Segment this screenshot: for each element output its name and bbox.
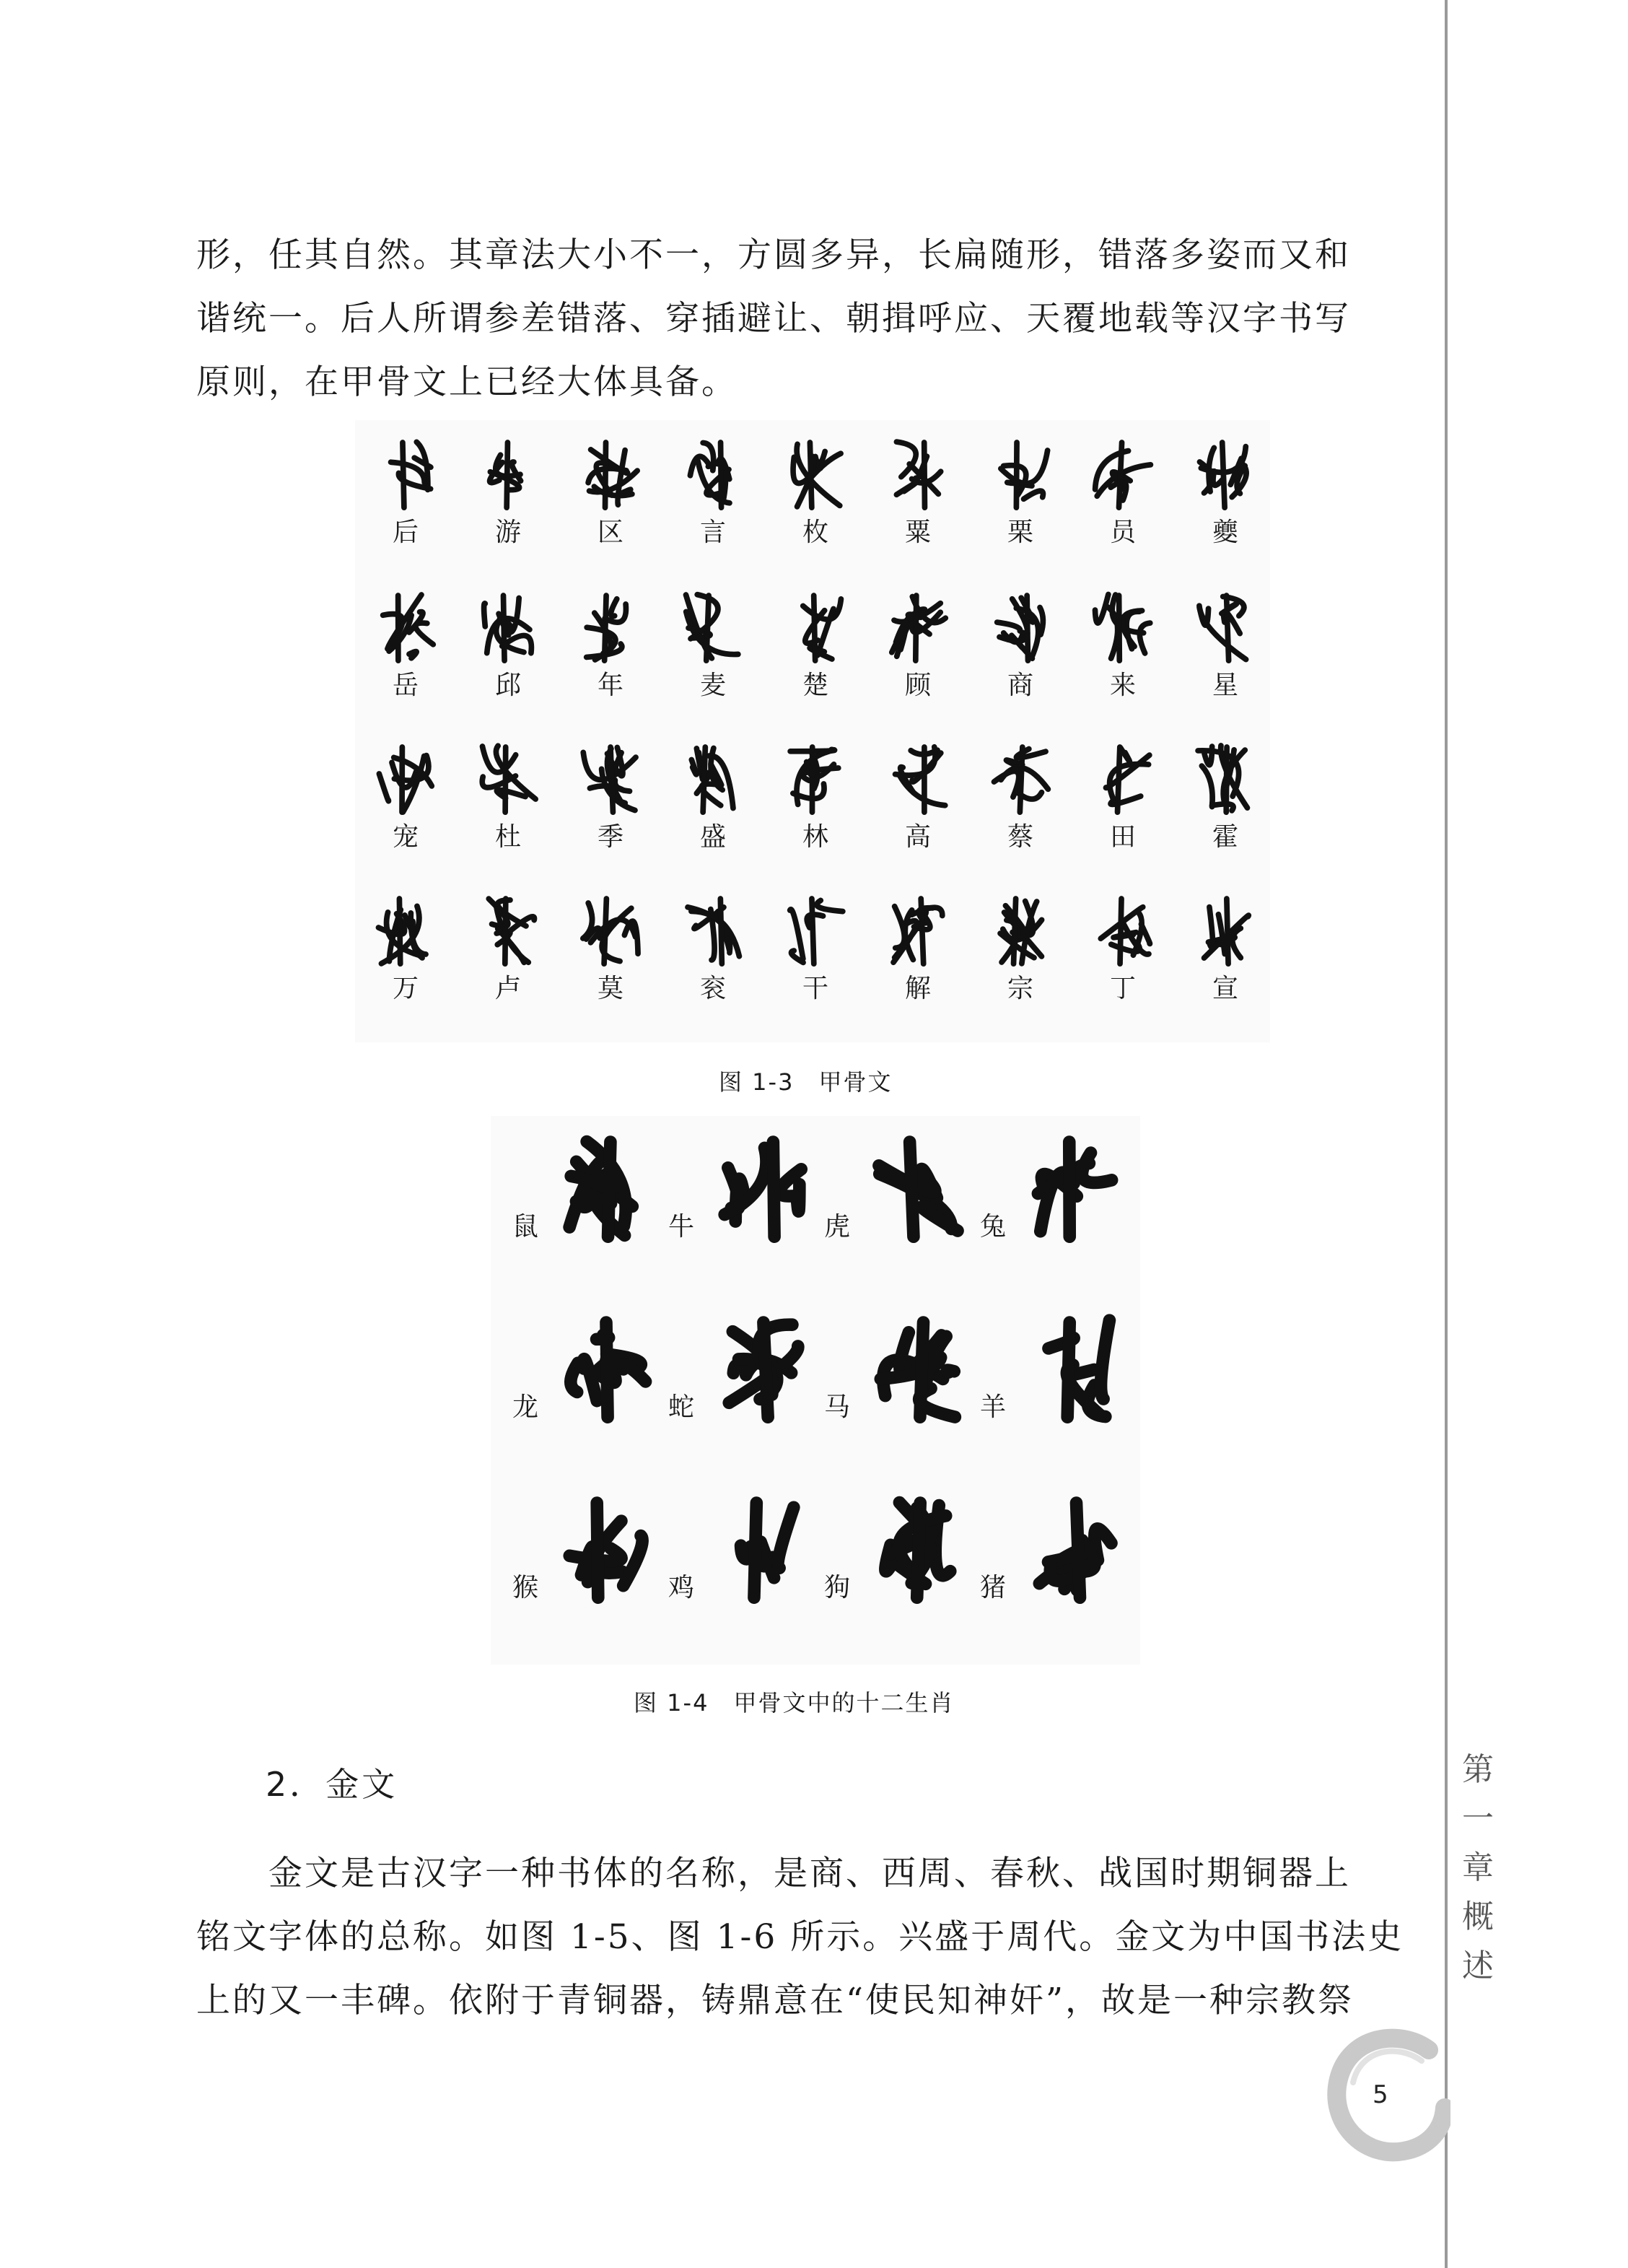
- oracle-glyph-icon: [673, 739, 753, 819]
- zodiac-label: 猪: [980, 1573, 1007, 1602]
- zodiac-glyph: [704, 1491, 820, 1610]
- glyph-label: 枚: [802, 518, 828, 547]
- glyph-label: 霍: [1212, 822, 1238, 852]
- oracle-glyph-cell: [670, 739, 756, 853]
- chapter-char: 第: [1462, 1751, 1494, 1788]
- text-line: 谐统一。后人所谓参差错落、穿插避让、朝揖呼应、天覆地载等汉字书写: [196, 299, 1351, 339]
- glyph-label: 商: [1007, 671, 1033, 700]
- oracle-glyph-icon: [1186, 891, 1265, 970]
- oracle-glyph-icon: [366, 739, 445, 819]
- oracle-glyph-icon: [1186, 588, 1265, 667]
- oracle-glyph-cell: [670, 588, 756, 702]
- oracle-glyph-icon: [571, 891, 650, 970]
- zodiac-label: 鸡: [668, 1573, 695, 1602]
- zodiac-glyph: [548, 1491, 664, 1610]
- zodiac-glyph: [1016, 1491, 1132, 1610]
- zodiac-label: 鼠: [512, 1212, 539, 1242]
- figure-1-4-caption: 图 1-4 甲骨文中的十二生肖: [634, 1689, 955, 1717]
- glyph-label: 言: [699, 518, 726, 547]
- zodiac-glyph: [548, 1130, 664, 1249]
- zodiac-label: 兔: [980, 1212, 1007, 1242]
- oracle-glyph-cell: [875, 891, 961, 1005]
- zodiac-glyph: [1016, 1130, 1132, 1249]
- oracle-glyph-cell: [362, 435, 449, 549]
- zodiac-glyph-icon: [548, 1311, 664, 1426]
- glyph-label: 来: [1109, 671, 1136, 700]
- oracle-glyph-icon: [673, 435, 753, 514]
- oracle-glyph-cell: [772, 588, 859, 702]
- glyph-label: 田: [1109, 822, 1136, 852]
- oracle-glyph-icon: [673, 588, 753, 667]
- body-paragraph-1: [196, 224, 1430, 414]
- figure-1-3-oracle-bone-script: [355, 420, 1270, 1042]
- glyph-label: 粟: [904, 518, 931, 547]
- oracle-glyph-cell: [567, 435, 654, 549]
- section-heading-jinwen: 2．金文: [266, 1765, 398, 1804]
- page-number: 5: [1373, 2080, 1388, 2109]
- oracle-glyph-icon: [878, 435, 958, 514]
- glyph-label: 蔡: [1007, 822, 1033, 852]
- zodiac-label: 狗: [824, 1573, 851, 1602]
- oracle-glyph-icon: [1186, 739, 1265, 819]
- zodiac-glyph-icon: [860, 1130, 976, 1246]
- text-line: 上的又一丰碑。依附于青铜器，铸鼎意在“使民知神奸”，故是一种宗教祭: [196, 1981, 1355, 2020]
- oracle-glyph-cell: [567, 739, 654, 853]
- glyph-label: 年: [597, 671, 623, 700]
- oracle-glyph-cell: [977, 588, 1064, 702]
- oracle-glyph-cell: [465, 435, 551, 549]
- oracle-glyph-icon: [366, 891, 445, 970]
- oracle-glyph-icon: [981, 891, 1060, 970]
- glyph-label: 莫: [597, 974, 623, 1003]
- zodiac-label: 猴: [512, 1573, 539, 1602]
- oracle-glyph-icon: [776, 891, 855, 970]
- oracle-glyph-cell: [875, 739, 961, 853]
- oracle-glyph-cell: [875, 588, 961, 702]
- oracle-glyph-cell: [1182, 891, 1269, 1005]
- oracle-glyph-icon: [571, 739, 650, 819]
- zodiac-glyph-icon: [548, 1491, 664, 1607]
- oracle-glyph-cell: [772, 739, 859, 853]
- oracle-glyph-cell: [567, 588, 654, 702]
- glyph-label: 宗: [1007, 974, 1033, 1003]
- glyph-label: 星: [1212, 671, 1238, 700]
- oracle-glyph-icon: [878, 739, 958, 819]
- oracle-glyph-cell: [977, 739, 1064, 853]
- zodiac-label: 虎: [824, 1212, 851, 1242]
- glyph-label: 后: [392, 518, 419, 547]
- oracle-glyph-icon: [1083, 739, 1163, 819]
- glyph-label: 万: [392, 974, 419, 1003]
- oracle-glyph-cell: [977, 435, 1064, 549]
- oracle-glyph-cell: [772, 435, 859, 549]
- oracle-glyph-icon: [1083, 588, 1163, 667]
- oracle-glyph-icon: [878, 891, 958, 970]
- oracle-glyph-icon: [468, 588, 548, 667]
- zodiac-label: 牛: [668, 1212, 695, 1242]
- zodiac-glyph: [704, 1311, 820, 1429]
- oracle-glyph-icon: [981, 588, 1060, 667]
- glyph-label: 游: [494, 518, 521, 547]
- oracle-glyph-cell: [1080, 588, 1166, 702]
- oracle-glyph-icon: [878, 588, 958, 667]
- zodiac-glyph-icon: [548, 1130, 664, 1246]
- oracle-glyph-icon: [571, 588, 650, 667]
- text-line: 原则，在甲骨文上已经大体具备。: [196, 362, 738, 402]
- zodiac-glyph-icon: [704, 1311, 820, 1426]
- oracle-glyph-icon: [673, 891, 753, 970]
- zodiac-label: 蛇: [668, 1392, 695, 1422]
- glyph-label: 楚: [802, 671, 828, 700]
- zodiac-glyph: [1016, 1311, 1132, 1429]
- oracle-glyph-icon: [571, 435, 650, 514]
- text-line: 铭文字体的总称。如图 1-5、图 1-6 所示。兴盛于周代。金文为中国书法史: [196, 1917, 1404, 1957]
- text-line: 形，任其自然。其章法大小不一，方圆多异，长扁随形，错落多姿而又和: [196, 235, 1351, 275]
- oracle-glyph-cell: [362, 588, 449, 702]
- oracle-glyph-cell: [1080, 435, 1166, 549]
- oracle-glyph-cell: [875, 435, 961, 549]
- glyph-label: 栗: [1007, 518, 1033, 547]
- chapter-char: 章: [1462, 1849, 1494, 1886]
- glyph-label: 高: [904, 822, 931, 852]
- oracle-glyph-cell: [1182, 588, 1269, 702]
- chapter-side-title: [1455, 1745, 1501, 1991]
- oracle-glyph-cell: [362, 891, 449, 1005]
- zodiac-glyph: [860, 1491, 976, 1610]
- glyph-label: 盛: [699, 822, 726, 852]
- zodiac-glyph: [548, 1311, 664, 1429]
- oracle-glyph-cell: [1182, 435, 1269, 549]
- oracle-glyph-icon: [366, 588, 445, 667]
- chapter-char: 一: [1462, 1800, 1494, 1837]
- chapter-char: 概: [1462, 1898, 1494, 1935]
- oracle-glyph-icon: [776, 588, 855, 667]
- oracle-glyph-icon: [468, 891, 548, 970]
- glyph-label: 丁: [1109, 974, 1136, 1003]
- glyph-label: 区: [597, 518, 623, 547]
- page-edge-line: [1445, 0, 1448, 2268]
- oracle-glyph-cell: [670, 891, 756, 1005]
- glyph-label: 员: [1109, 518, 1136, 547]
- oracle-glyph-icon: [776, 739, 855, 819]
- oracle-glyph-cell: [1182, 739, 1269, 853]
- oracle-glyph-cell: [465, 739, 551, 853]
- zodiac-glyph-icon: [704, 1491, 820, 1607]
- oracle-glyph-icon: [468, 739, 548, 819]
- glyph-label: 林: [802, 822, 828, 852]
- oracle-glyph-cell: [977, 891, 1064, 1005]
- oracle-glyph-cell: [567, 891, 654, 1005]
- zodiac-label: 羊: [980, 1392, 1007, 1422]
- glyph-label: 宠: [392, 822, 419, 852]
- oracle-glyph-cell: [362, 739, 449, 853]
- zodiac-glyph-icon: [1016, 1130, 1132, 1246]
- oracle-glyph-cell: [465, 588, 551, 702]
- glyph-label: 岳: [392, 671, 419, 700]
- page-number-badge: [1321, 2021, 1450, 2165]
- oracle-glyph-cell: [1080, 891, 1166, 1005]
- figure-1-4-zodiac: [491, 1116, 1140, 1665]
- oracle-glyph-cell: [465, 891, 551, 1005]
- zodiac-glyph-icon: [1016, 1311, 1132, 1426]
- chapter-char: 述: [1462, 1948, 1494, 1984]
- body-paragraph-2: [196, 1842, 1430, 2033]
- glyph-label: 干: [802, 974, 828, 1003]
- oracle-glyph-icon: [1083, 891, 1163, 970]
- zodiac-glyph-icon: [860, 1311, 976, 1426]
- zodiac-glyph-icon: [860, 1491, 976, 1607]
- oracle-glyph-icon: [1186, 435, 1265, 514]
- oracle-glyph-icon: [1083, 435, 1163, 514]
- glyph-label: 卢: [494, 974, 521, 1003]
- zodiac-glyph-icon: [1016, 1491, 1132, 1607]
- glyph-label: 衮: [699, 974, 726, 1003]
- glyph-label: 宣: [1212, 974, 1238, 1003]
- text-line: 金文是古汉字一种书体的名称，是商、西周、春秋、战国时期铜器上: [196, 1854, 1351, 1893]
- oracle-glyph-icon: [366, 435, 445, 514]
- oracle-glyph-icon: [468, 435, 548, 514]
- glyph-label: 邱: [494, 671, 521, 700]
- oracle-glyph-cell: [1080, 739, 1166, 853]
- oracle-glyph-icon: [776, 435, 855, 514]
- glyph-label: 季: [597, 822, 623, 852]
- zodiac-label: 马: [824, 1392, 851, 1422]
- zodiac-glyph: [704, 1130, 820, 1249]
- figure-1-3-caption: 图 1-3 甲骨文: [719, 1068, 893, 1096]
- glyph-label: 麦: [699, 671, 726, 700]
- zodiac-glyph: [860, 1311, 976, 1429]
- oracle-glyph-icon: [981, 435, 1060, 514]
- zodiac-glyph: [860, 1130, 976, 1249]
- glyph-label: 杜: [494, 822, 521, 852]
- zodiac-glyph-icon: [704, 1130, 820, 1246]
- glyph-label: 解: [904, 974, 931, 1003]
- oracle-glyph-cell: [670, 435, 756, 549]
- glyph-label: 顾: [904, 671, 931, 700]
- zodiac-label: 龙: [512, 1392, 539, 1422]
- glyph-label: 夔: [1212, 518, 1238, 547]
- oracle-glyph-icon: [981, 739, 1060, 819]
- oracle-glyph-cell: [772, 891, 859, 1005]
